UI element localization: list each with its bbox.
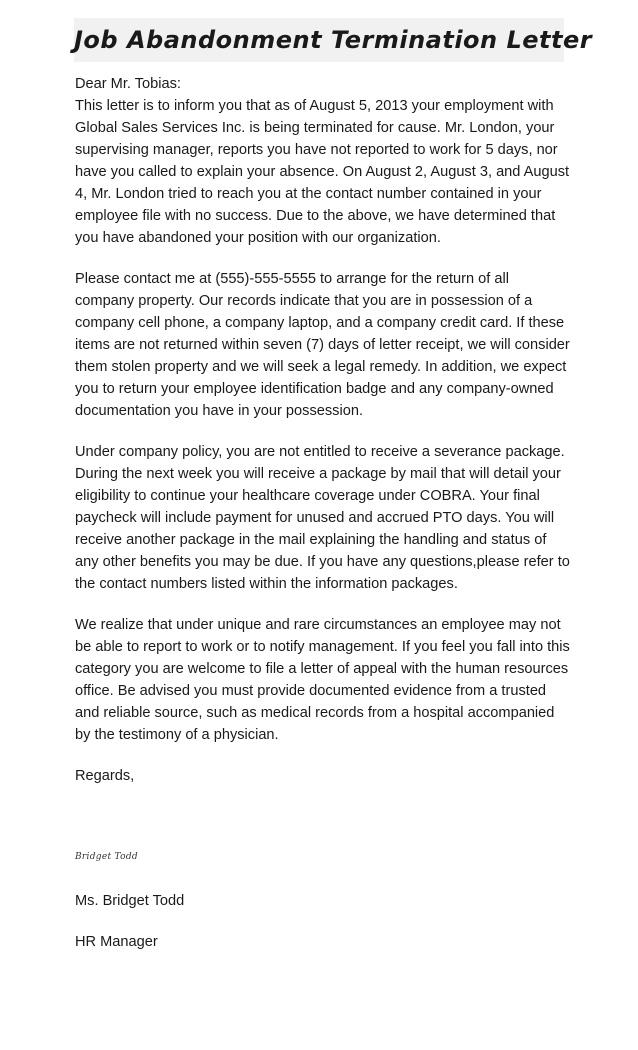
salutation: Dear Mr. Tobias: bbox=[75, 76, 181, 92]
letter-body bbox=[75, 73, 570, 787]
signer-name: Ms. Bridget Todd bbox=[75, 893, 185, 909]
closing: Regards, bbox=[75, 768, 135, 784]
letter-title: Job Abandonment Termination Letter bbox=[74, 26, 593, 54]
paragraph-2: Please contact me at (555)-555-5555 to arrange for the return of all company property. Our records indicate that you are in possession of a company cell phone, a company laptop, and a company credit card. If these items are not returned within seven (7) days of letter receipt, we will consider them stolen property and we will seek a legal remedy. In addition, we expect you to return your employee identification badge and any company-owned documentation you have in your possession. bbox=[75, 271, 570, 419]
paragraph-1: This letter is to inform you that as of August 5, 2013 your employment with Global Sales Services Inc. is being terminated for cause. Mr. London, your supervising manager, reports you have not reported to work for 5 days, nor have you called to explain your absence. On August 2, August 3, and August 4, Mr. London tried to reach you at the contact number contained in your employee file with no success. Due to the above, we have determined that you have abandoned your position with our organization. bbox=[75, 98, 570, 246]
paragraph-3: Under company policy, you are not entitled to receive a severance package. During the next week you will receive a package by mail that will detail your eligibility to continue your healthcare coverage under COBRA. Your final paycheck will include payment for unused and accrued PTO days. You will receive another package in the mail explaining the handling and status of any other benefits you may be due. If you have any questions,please refer to the contact numbers listed within the information packages. bbox=[75, 444, 570, 592]
paragraph-4: We realize that under unique and rare circumstances an employee may not be able to report to work or to notify management. If you feel you fall into this category you are welcome to file a letter of appeal with the human resources office. Be advised you must provide documented evidence from a trusted and reliable source, such as medical records from a hospital accompanied by the testimony of a physician. bbox=[75, 617, 570, 743]
title-banner bbox=[74, 18, 593, 62]
signer-title: HR Manager bbox=[75, 934, 158, 950]
handwritten-signature: Bridget Todd bbox=[75, 852, 138, 862]
